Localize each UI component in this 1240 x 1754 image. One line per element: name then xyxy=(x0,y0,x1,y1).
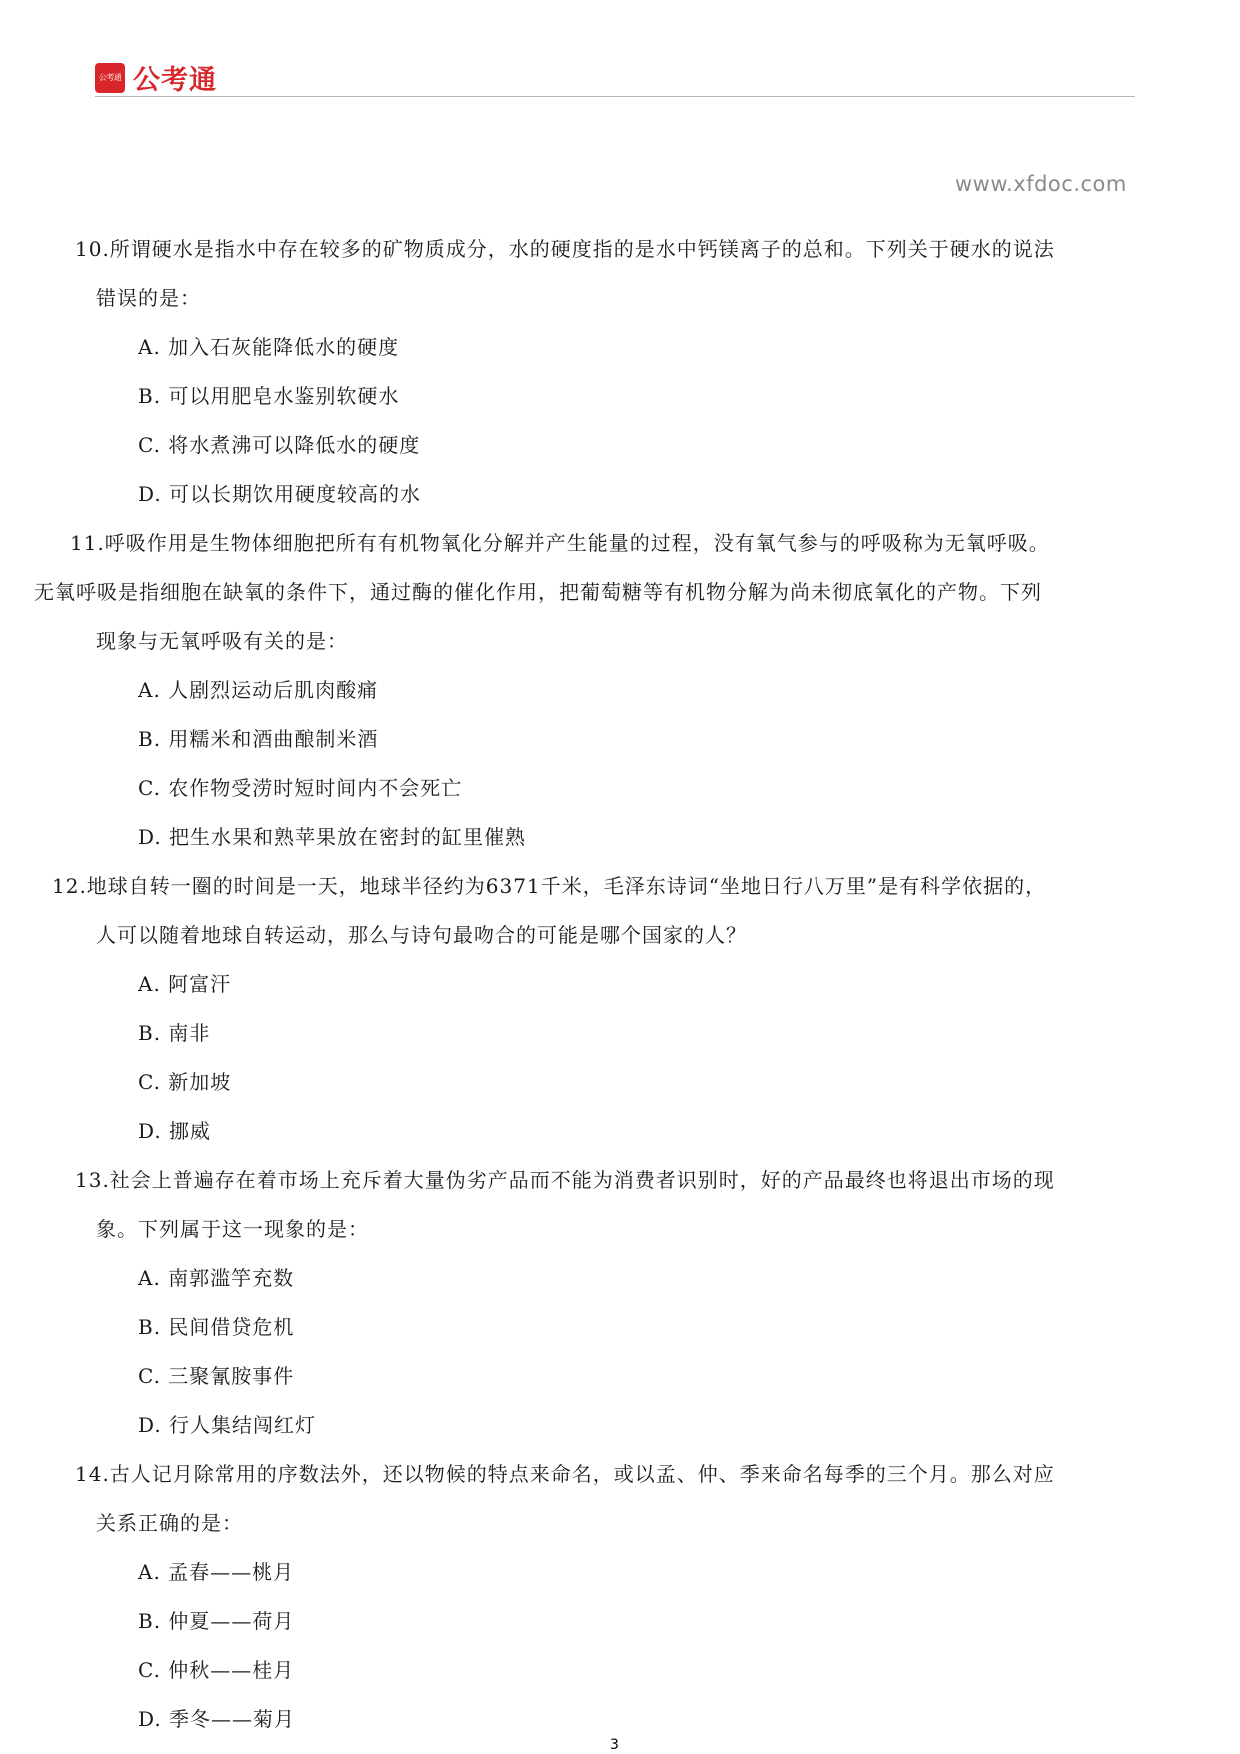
question-13-option-a: A. 南郭滥竽充数 xyxy=(138,1266,295,1290)
question-13-option-c: C. 三聚氰胺事件 xyxy=(138,1364,295,1388)
question-12-line-1: 12.地球自转一圈的时间是一天，地球半径约为6371千米，毛泽东诗词“坐地日行八万里”是有科学依据的， xyxy=(52,874,1047,898)
question-10-line-2: 错误的是： xyxy=(96,286,201,310)
logo-text: 公考通 xyxy=(133,65,217,96)
question-11-line-1: 11.呼吸作用是生物体细胞把所有有机物氧化分解并产生能量的过程，没有氧气参与的呼吸称为无氧呼吸。 xyxy=(70,531,1050,555)
question-11-option-d: D. 把生水果和熟苹果放在密封的缸里催熟 xyxy=(138,825,527,849)
question-13-option-b: B. 民间借贷危机 xyxy=(138,1315,295,1339)
question-14-option-b: B. 仲夏——荷月 xyxy=(138,1609,295,1633)
question-10-option-c: C. 将水煮沸可以降低水的硬度 xyxy=(138,433,421,457)
header-divider xyxy=(95,96,1135,97)
question-14-option-a: A. 孟春——桃月 xyxy=(138,1560,295,1584)
question-11-line-2: 无氧呼吸是指细胞在缺氧的条件下，通过酶的催化作用，把葡萄糖等有机物分解为尚未彻底氧化的产物。下列 xyxy=(34,580,1042,604)
question-12-option-c: C. 新加坡 xyxy=(138,1070,232,1094)
question-14-line-2: 关系正确的是： xyxy=(96,1511,243,1535)
question-13-line-1: 13.社会上普遍存在着市场上充斥着大量伪劣产品而不能为消费者识别时，好的产品最终也将退出市场的现 xyxy=(75,1168,1055,1192)
question-11-option-b: B. 用糯米和酒曲酿制米酒 xyxy=(138,727,379,751)
question-10-option-b: B. 可以用肥皂水鉴别软硬水 xyxy=(138,384,400,408)
page-number: 3 xyxy=(610,1737,619,1753)
question-13-option-d: D. 行人集结闯红灯 xyxy=(138,1413,317,1437)
question-14-option-d: D. 季冬——菊月 xyxy=(138,1707,296,1731)
question-12-line-2: 人可以随着地球自转运动，那么与诗句最吻合的可能是哪个国家的人？ xyxy=(96,923,747,947)
question-10-option-a: A. 加入石灰能降低水的硬度 xyxy=(138,335,400,359)
question-12-option-d: D. 挪威 xyxy=(138,1119,212,1143)
logo xyxy=(95,58,217,97)
question-10-option-d: D. 可以长期饮用硬度较高的水 xyxy=(138,482,422,506)
question-11-line-3: 现象与无氧呼吸有关的是： xyxy=(96,629,348,653)
question-12-option-a: A. 阿富汗 xyxy=(138,972,232,996)
watermark-url: www.xfdoc.com xyxy=(955,172,1127,196)
question-14-option-c: C. 仲秋——桂月 xyxy=(138,1658,295,1682)
question-14-line-1: 14.古人记月除常用的序数法外，还以物候的特点来命名，或以孟、仲、季来命名每季的三个月。那么对应 xyxy=(75,1462,1055,1486)
question-11-option-c: C. 农作物受涝时短时间内不会死亡 xyxy=(138,776,463,800)
question-11-option-a: A. 人剧烈运动后肌肉酸痛 xyxy=(138,678,379,702)
question-12-option-b: B. 南非 xyxy=(138,1021,211,1045)
question-13-line-2: 象。下列属于这一现象的是： xyxy=(96,1217,369,1241)
logo-mark: 公考通 xyxy=(95,63,125,93)
question-10-line-1: 10.所谓硬水是指水中存在较多的矿物质成分，水的硬度指的是水中钙镁离子的总和。下列关于硬水的说法 xyxy=(75,237,1055,261)
